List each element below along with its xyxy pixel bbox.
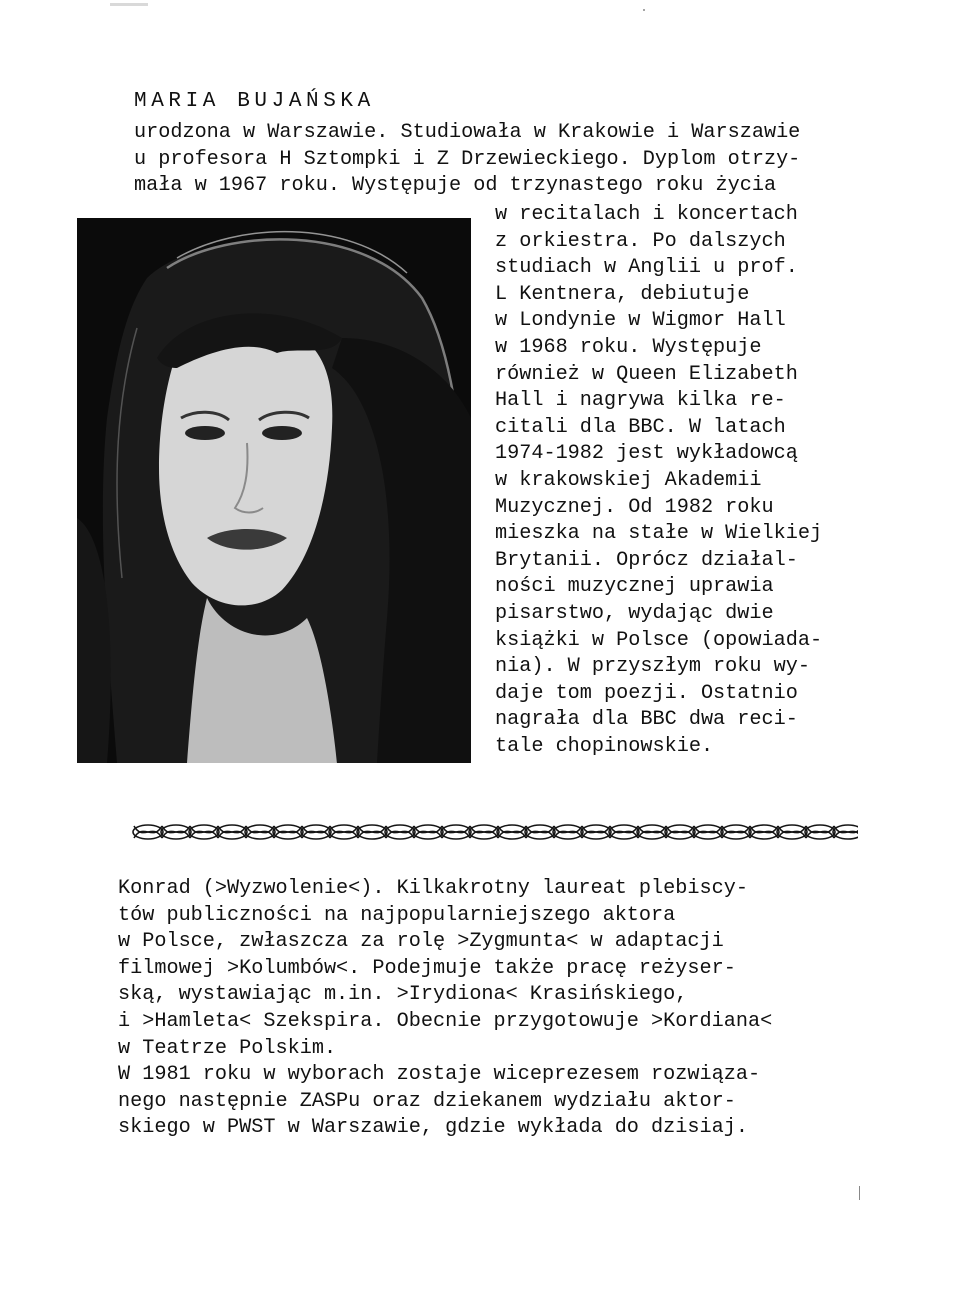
lower-line: filmowej >Kolumbów<. Podejmuje także pracę reżyser- [118,956,736,980]
lower-line: Konrad (>Wyzwolenie<). Kilkakrotny laureat plebiscy- [118,877,748,900]
chain-strand [358,826,386,838]
chain-strand [274,826,302,838]
chain-strand [246,826,274,838]
lower-line: tów publiczności na najpopularniejszego aktora [118,903,676,927]
side-line: mieszka na stałe w Wielkiej [495,522,823,546]
chain-strand [582,826,610,838]
chain-strand [190,826,218,838]
side-line: w 1968 roku. Występuje [495,335,762,359]
lower-line: nego następnie ZASPu oraz dziekanem wydziału aktor- [118,1089,736,1113]
chain-strand [554,826,582,838]
divider-chain [133,825,858,839]
chain-strand [498,826,526,838]
decorative-divider [128,818,858,846]
intro-line: urodzona w Warszawie. Studiowała w Krakowie i Warszawie [134,121,801,144]
paper-speck [643,9,645,11]
chain-strand [750,826,778,838]
intro-line: mała w 1967 roku. Występuje od trzynastego roku życia [134,174,777,198]
chain-strand [302,826,330,838]
side-line: również w Queen Elizabeth [495,362,798,386]
lower-line: ską, wystawiając m.in. >Irydiona< Krasińskiego, [118,983,688,1007]
side-line: Hall i nagrywa kilka re- [495,389,786,413]
side-paragraph [495,202,822,760]
side-line: ności muzycznej uprawia [495,575,774,599]
side-line: z orkiestra. Po dalszych [495,229,786,253]
side-line: L Kentnera, debiutuje [495,282,750,306]
lower-line: i >Hamleta< Szekspira. Obecnie przygotowuje >Kordiana< [118,1009,773,1033]
side-line: pisarstwo, wydając dwie [495,601,774,625]
side-line: Muzycznej. Od 1982 roku [495,495,774,519]
chain-strand [330,826,358,838]
side-line: w krakowskiej Akademii [495,468,762,492]
chain-strand [414,826,442,838]
side-line: Brytanii. Oprócz działal- [495,548,798,572]
side-line: tale chopinowskie. [495,734,714,758]
chain-strand [386,826,414,838]
chain-strand [442,826,470,838]
chain-strand [638,826,666,838]
portrait-illustration [77,218,471,763]
side-line: daje tom poezji. Ostatnio [495,681,798,705]
side-line: citali dla BBC. W latach [495,415,786,439]
side-line: w Londynie w Wigmor Hall [495,309,786,333]
chain-strand [218,826,246,838]
chain-strand [162,826,190,838]
lower-line: w Teatrze Polskim. [118,1036,337,1060]
side-line: studiach w Anglii u prof. [495,256,798,280]
side-line: 1974-1982 jest wykładowcą [495,442,798,466]
lower-paragraph [118,876,772,1142]
lower-line: W 1981 roku w wyborach zostaje wiceprezesem rozwiąza- [118,1063,761,1087]
chain-strand [666,826,694,838]
chain-strand [806,826,834,838]
chain-strand [722,826,750,838]
chain-strand [526,826,554,838]
chain-strand [470,826,498,838]
biography-heading: MARIA BUJAŃSKA [134,90,375,113]
side-line: nia). W przyszłym roku wy- [495,655,810,679]
chain-strand [778,826,806,838]
lower-line: w Polsce, zwłaszcza za rolę >Zygmunta< w adaptacji [118,930,724,954]
intro-line: u profesora H Sztompki i Z Drzewieckiego. Dyplom otrzy- [134,147,801,171]
side-line: nagrała dla BBC dwa reci- [495,708,798,732]
chain-strand [610,826,638,838]
side-line: w recitalach i koncertach [495,203,798,226]
page-edge-mark [110,3,148,6]
portrait-photo [77,218,471,763]
intro-paragraph [134,120,800,200]
margin-mark [859,1186,860,1200]
side-line: książki w Polsce (opowiada- [495,628,823,652]
chain-strand [694,826,722,838]
lower-line: skiego w PWST w Warszawie, gdzie wykłada do dzisiaj. [118,1116,748,1140]
chain-strand [134,826,162,838]
